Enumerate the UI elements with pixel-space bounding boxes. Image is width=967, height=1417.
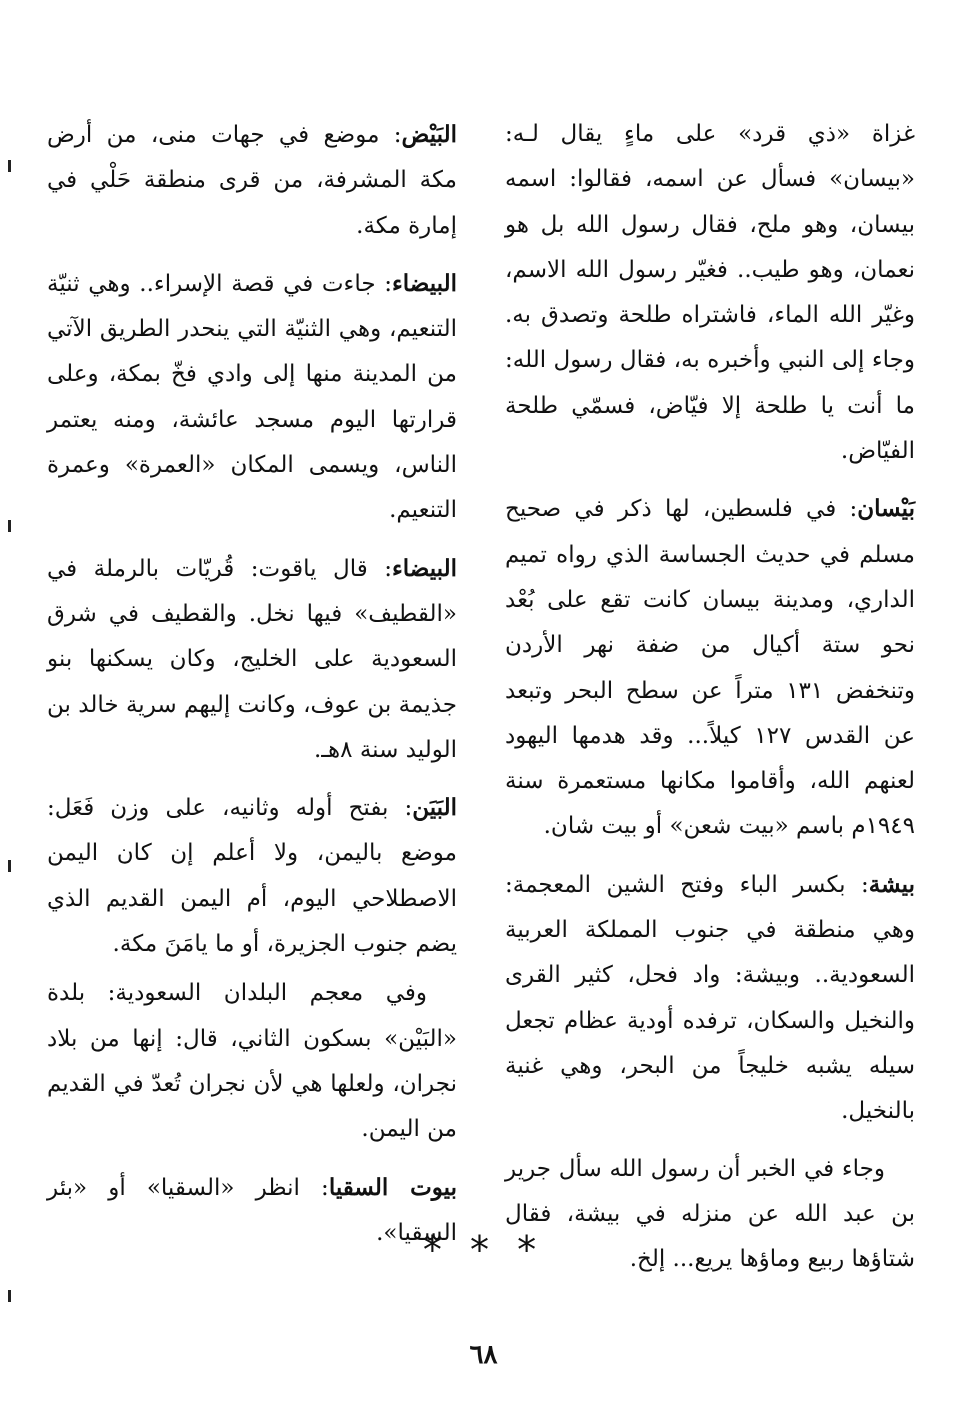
entry-heading: البَيَن (412, 794, 457, 822)
entry-al-bayd (47, 112, 457, 249)
entry-heading: بيوت السقيا (328, 1173, 457, 1201)
scan-mark (8, 520, 11, 532)
entry-heading: بَيْسان (857, 495, 915, 523)
section-separator: * * * (422, 1228, 545, 1272)
entry-body: : قال ياقوت: قُريّات بالرملة في «القطيف» فيها نخل. والقطيف في شرق السعودية على الخليج، وكان يسكنها بنو جذيمة بن عوف، وكانت إليهم سرية خالد بن الوليد سنة ٨هـ. (47, 555, 457, 763)
entry-heading: البيضاء (391, 554, 457, 582)
entry-body: : جاءت في قصة الإسراء.. وهي ثنيّة التنعيم، وهي الثنيّة التي ينحدر الطريق الآتي من المدينة منها إلى وادي فخّ بمكة، وعلى قرارتها اليوم مسجد عائشة، ومنه يعتمر الناس، ويسمى المكان «العمرة» وعمرة التنعيم. (47, 270, 457, 524)
entry-bisha (505, 862, 915, 1135)
entry-heading: البَيْض (401, 121, 457, 148)
entry-heading: بيشة (868, 870, 915, 898)
paragraph-mojam: وفي معجم البلدان السعودية: بلدة «البَيْن» بسكون الثاني، قال: إنها من بلاد نجران، ولعلها هي لأن نجران تُعدّ في القديم من اليمن. (47, 980, 457, 1143)
left-column (47, 112, 457, 1268)
entry-al-baydaa-1 (47, 261, 457, 534)
entry-heading: البيضاء (391, 269, 457, 297)
scan-mark (8, 160, 11, 172)
page-number: ٦٨ (469, 1340, 498, 1370)
paragraph-dhi-qarad: غزاة «ذي قرد» على ماءٍ يقال لـه: «بيسان» فسأل عن اسمه، فقالوا: اسمه بيسان، وهو ملح، فقال رسول الله بل هو نعمان، وهو طيب.. فغيّر رسول الله الاسم، وغيّر الله الماء، فاشتراه طلحة وتصدق به. وجاء إلى النبي وأخبره به، فقال رسول الله: ما أنت يا طلحة إلا فيّاض، فسمّي طلحة الفيّاض. (505, 121, 915, 465)
paragraph-jarir: وجاء في الخبر أن رسول الله سأل جرير بن عبد الله عن منزله في بيشة، فقال شتاؤها ربيع وماؤها يريع... إلخ. (505, 1155, 915, 1273)
entry-al-bayan (47, 785, 457, 967)
right-column (505, 112, 915, 1294)
entry-al-baydaa-2 (47, 546, 457, 773)
scan-mark (8, 860, 11, 872)
entry-body: : في فلسطين، لها ذكر في صحيح مسلم في حديث الجساسة الذي رواه تميم الداري، ومدينة بيسان كانت تقع على بُعْد نحو ستة أكيال من ضفة نهر الأردن وتنخفض ١٣١ متراً عن سطح البحر وتبعد عن القدس ١٢٧ كيلاً... وقد هدمها اليهود لعنهم الله، وأقاموا مكانها مستعمرة سنة ١٩٤٩م باسم «بيت شعن» أو بيت شان. (505, 496, 916, 840)
entry-body: : انظر «السقيا» أو «بئر السقيا». (47, 1174, 457, 1246)
entry-body: : بفتح أوله وثانيه، على وزن فَعَل: موضع باليمن، ولا أعلم إن كان اليمن الاصطلاحي اليوم، أم اليمن القديم الذي يضم جنوب الجزيرة، أو ما يامَنَ مكة. (47, 795, 457, 958)
entry-body: : بكسر الباء وفتح الشين المعجمة: وهي منطقة في جنوب المملكة العربية السعودية.. وبيشة: واد فحل، كثير القرى والنخيل والسكان، ترفده أودية عظام تجعل سيله يشبه خليجاً من البحر، وهي غنية بالنخيل. (505, 871, 915, 1125)
entry-body: : موضع في جهات منى، من أرض مكة المشرفة، من قرى منطقة حَلْي في إمارة مكة. (47, 122, 457, 239)
scan-mark (8, 1290, 11, 1302)
entry-baysan (505, 486, 915, 849)
